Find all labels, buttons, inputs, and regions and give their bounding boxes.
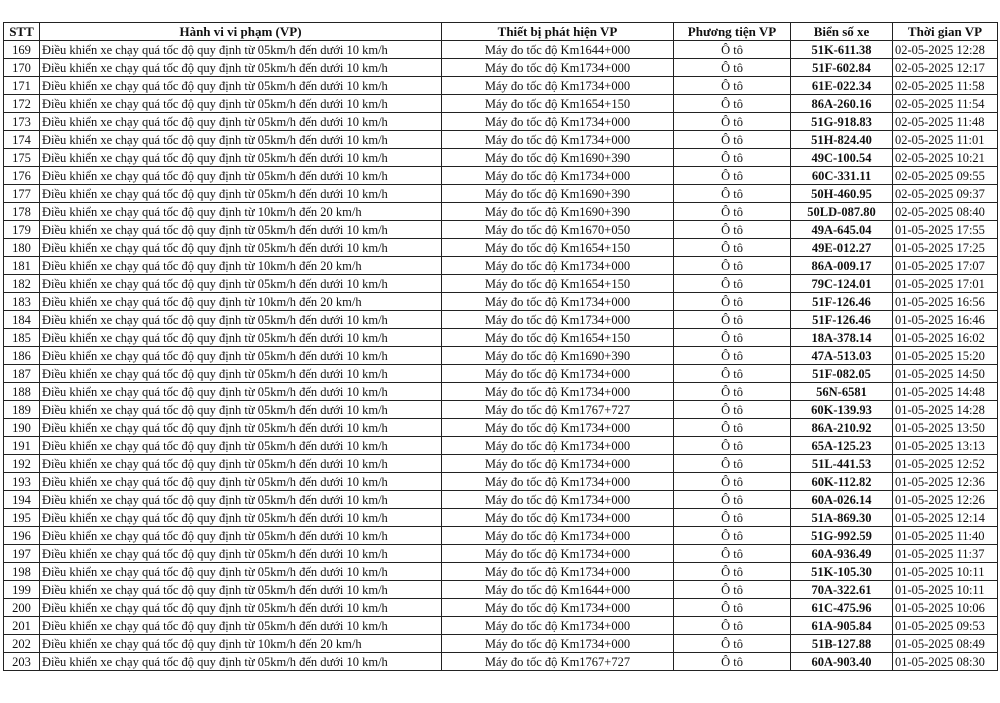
cell-vehicle: Ô tô xyxy=(674,293,791,311)
table-row xyxy=(4,653,998,671)
cell-violation: Điều khiển xe chạy quá tốc độ quy định từ 10km/h đến 20 km/h xyxy=(40,293,442,311)
cell-device: Máy đo tốc độ Km1654+150 xyxy=(442,95,674,113)
cell-time: 02-05-2025 08:40 xyxy=(893,203,998,221)
cell-device: Máy đo tốc độ Km1734+000 xyxy=(442,527,674,545)
cell-time: 01-05-2025 16:56 xyxy=(893,293,998,311)
cell-vehicle: Ô tô xyxy=(674,509,791,527)
cell-violation: Điều khiển xe chạy quá tốc độ quy định từ 05km/h đến dưới 10 km/h xyxy=(40,455,442,473)
cell-plate: 51F-126.46 xyxy=(791,293,893,311)
cell-stt: 198 xyxy=(4,563,40,581)
cell-vehicle: Ô tô xyxy=(674,329,791,347)
table-body xyxy=(4,41,998,671)
table-row xyxy=(4,527,998,545)
cell-device: Máy đo tốc độ Km1734+000 xyxy=(442,617,674,635)
cell-time: 01-05-2025 17:07 xyxy=(893,257,998,275)
cell-stt: 197 xyxy=(4,545,40,563)
cell-vehicle: Ô tô xyxy=(674,563,791,581)
cell-vehicle: Ô tô xyxy=(674,167,791,185)
cell-time: 01-05-2025 16:46 xyxy=(893,311,998,329)
cell-plate: 51B-127.88 xyxy=(791,635,893,653)
cell-stt: 200 xyxy=(4,599,40,617)
table-row xyxy=(4,365,998,383)
cell-vehicle: Ô tô xyxy=(674,149,791,167)
cell-vehicle: Ô tô xyxy=(674,455,791,473)
cell-vehicle: Ô tô xyxy=(674,131,791,149)
cell-time: 02-05-2025 12:28 xyxy=(893,41,998,59)
cell-vehicle: Ô tô xyxy=(674,599,791,617)
cell-stt: 173 xyxy=(4,113,40,131)
cell-plate: 56N-6581 xyxy=(791,383,893,401)
cell-device: Máy đo tốc độ Km1734+000 xyxy=(442,635,674,653)
cell-time: 01-05-2025 09:53 xyxy=(893,617,998,635)
cell-violation: Điều khiển xe chạy quá tốc độ quy định từ 05km/h đến dưới 10 km/h xyxy=(40,113,442,131)
table-row xyxy=(4,419,998,437)
cell-vehicle: Ô tô xyxy=(674,527,791,545)
cell-vehicle: Ô tô xyxy=(674,419,791,437)
cell-device: Máy đo tốc độ Km1644+000 xyxy=(442,41,674,59)
cell-plate: 61C-475.96 xyxy=(791,599,893,617)
cell-time: 01-05-2025 14:50 xyxy=(893,365,998,383)
cell-vehicle: Ô tô xyxy=(674,401,791,419)
cell-violation: Điều khiển xe chạy quá tốc độ quy định từ 10km/h đến 20 km/h xyxy=(40,257,442,275)
table-row xyxy=(4,581,998,599)
cell-vehicle: Ô tô xyxy=(674,257,791,275)
cell-device: Máy đo tốc độ Km1690+390 xyxy=(442,185,674,203)
cell-device: Máy đo tốc độ Km1734+000 xyxy=(442,437,674,455)
table-row xyxy=(4,563,998,581)
cell-device: Máy đo tốc độ Km1734+000 xyxy=(442,599,674,617)
cell-plate: 60A-936.49 xyxy=(791,545,893,563)
cell-vehicle: Ô tô xyxy=(674,221,791,239)
cell-device: Máy đo tốc độ Km1734+000 xyxy=(442,383,674,401)
table-row xyxy=(4,347,998,365)
cell-violation: Điều khiển xe chạy quá tốc độ quy định từ 05km/h đến dưới 10 km/h xyxy=(40,383,442,401)
cell-vehicle: Ô tô xyxy=(674,635,791,653)
cell-violation: Điều khiển xe chạy quá tốc độ quy định từ 05km/h đến dưới 10 km/h xyxy=(40,365,442,383)
cell-time: 01-05-2025 17:01 xyxy=(893,275,998,293)
cell-violation: Điều khiển xe chạy quá tốc độ quy định từ 10km/h đến 20 km/h xyxy=(40,635,442,653)
cell-vehicle: Ô tô xyxy=(674,473,791,491)
cell-vehicle: Ô tô xyxy=(674,581,791,599)
cell-device: Máy đo tốc độ Km1734+000 xyxy=(442,545,674,563)
cell-stt: 181 xyxy=(4,257,40,275)
cell-plate: 51K-611.38 xyxy=(791,41,893,59)
cell-violation: Điều khiển xe chạy quá tốc độ quy định từ 05km/h đến dưới 10 km/h xyxy=(40,581,442,599)
cell-plate: 51K-105.30 xyxy=(791,563,893,581)
cell-violation: Điều khiển xe chạy quá tốc độ quy định từ 05km/h đến dưới 10 km/h xyxy=(40,311,442,329)
cell-time: 01-05-2025 10:11 xyxy=(893,581,998,599)
cell-stt: 190 xyxy=(4,419,40,437)
cell-vehicle: Ô tô xyxy=(674,95,791,113)
cell-vehicle: Ô tô xyxy=(674,365,791,383)
cell-time: 02-05-2025 11:54 xyxy=(893,95,998,113)
cell-time: 01-05-2025 17:55 xyxy=(893,221,998,239)
cell-plate: 60A-903.40 xyxy=(791,653,893,671)
cell-plate: 79C-124.01 xyxy=(791,275,893,293)
cell-violation: Điều khiển xe chạy quá tốc độ quy định từ 05km/h đến dưới 10 km/h xyxy=(40,419,442,437)
cell-stt: 171 xyxy=(4,77,40,95)
table-row xyxy=(4,77,998,95)
header-plate: Biển số xe xyxy=(791,23,893,41)
cell-violation: Điều khiển xe chạy quá tốc độ quy định từ 05km/h đến dưới 10 km/h xyxy=(40,401,442,419)
cell-plate: 47A-513.03 xyxy=(791,347,893,365)
cell-stt: 176 xyxy=(4,167,40,185)
cell-violation: Điều khiển xe chạy quá tốc độ quy định từ 05km/h đến dưới 10 km/h xyxy=(40,653,442,671)
table-row xyxy=(4,185,998,203)
cell-stt: 182 xyxy=(4,275,40,293)
cell-violation: Điều khiển xe chạy quá tốc độ quy định từ 05km/h đến dưới 10 km/h xyxy=(40,563,442,581)
table-row xyxy=(4,455,998,473)
cell-violation: Điều khiển xe chạy quá tốc độ quy định từ 05km/h đến dưới 10 km/h xyxy=(40,131,442,149)
table-row xyxy=(4,383,998,401)
cell-violation: Điều khiển xe chạy quá tốc độ quy định từ 05km/h đến dưới 10 km/h xyxy=(40,437,442,455)
header-stt: STT xyxy=(4,23,40,41)
cell-plate: 60K-139.93 xyxy=(791,401,893,419)
table-row xyxy=(4,509,998,527)
cell-vehicle: Ô tô xyxy=(674,113,791,131)
cell-plate: 65A-125.23 xyxy=(791,437,893,455)
cell-stt: 183 xyxy=(4,293,40,311)
cell-stt: 174 xyxy=(4,131,40,149)
cell-time: 01-05-2025 13:13 xyxy=(893,437,998,455)
cell-violation: Điều khiển xe chạy quá tốc độ quy định từ 05km/h đến dưới 10 km/h xyxy=(40,185,442,203)
cell-plate: 51G-918.83 xyxy=(791,113,893,131)
table-row xyxy=(4,473,998,491)
cell-device: Máy đo tốc độ Km1690+390 xyxy=(442,347,674,365)
cell-plate: 51F-126.46 xyxy=(791,311,893,329)
cell-time: 01-05-2025 17:25 xyxy=(893,239,998,257)
cell-device: Máy đo tốc độ Km1734+000 xyxy=(442,167,674,185)
cell-device: Máy đo tốc độ Km1734+000 xyxy=(442,59,674,77)
cell-violation: Điều khiển xe chạy quá tốc độ quy định từ 05km/h đến dưới 10 km/h xyxy=(40,347,442,365)
cell-stt: 186 xyxy=(4,347,40,365)
cell-stt: 203 xyxy=(4,653,40,671)
cell-stt: 187 xyxy=(4,365,40,383)
violations-table xyxy=(3,22,998,671)
cell-device: Máy đo tốc độ Km1734+000 xyxy=(442,257,674,275)
cell-violation: Điều khiển xe chạy quá tốc độ quy định từ 10km/h đến 20 km/h xyxy=(40,203,442,221)
cell-vehicle: Ô tô xyxy=(674,77,791,95)
cell-stt: 179 xyxy=(4,221,40,239)
cell-violation: Điều khiển xe chạy quá tốc độ quy định từ 05km/h đến dưới 10 km/h xyxy=(40,275,442,293)
cell-device: Máy đo tốc độ Km1734+000 xyxy=(442,473,674,491)
cell-vehicle: Ô tô xyxy=(674,653,791,671)
cell-violation: Điều khiển xe chạy quá tốc độ quy định từ 05km/h đến dưới 10 km/h xyxy=(40,221,442,239)
table-row xyxy=(4,95,998,113)
table-row xyxy=(4,203,998,221)
cell-time: 01-05-2025 14:28 xyxy=(893,401,998,419)
cell-plate: 61A-905.84 xyxy=(791,617,893,635)
cell-time: 01-05-2025 14:48 xyxy=(893,383,998,401)
cell-vehicle: Ô tô xyxy=(674,59,791,77)
cell-violation: Điều khiển xe chạy quá tốc độ quy định từ 05km/h đến dưới 10 km/h xyxy=(40,545,442,563)
cell-time: 01-05-2025 10:11 xyxy=(893,563,998,581)
cell-plate: 70A-322.61 xyxy=(791,581,893,599)
cell-plate: 60A-026.14 xyxy=(791,491,893,509)
cell-stt: 178 xyxy=(4,203,40,221)
cell-stt: 180 xyxy=(4,239,40,257)
cell-stt: 170 xyxy=(4,59,40,77)
cell-vehicle: Ô tô xyxy=(674,437,791,455)
cell-vehicle: Ô tô xyxy=(674,545,791,563)
cell-stt: 177 xyxy=(4,185,40,203)
cell-time: 01-05-2025 10:06 xyxy=(893,599,998,617)
table-row xyxy=(4,491,998,509)
cell-time: 01-05-2025 11:40 xyxy=(893,527,998,545)
cell-stt: 202 xyxy=(4,635,40,653)
cell-time: 01-05-2025 12:14 xyxy=(893,509,998,527)
cell-device: Máy đo tốc độ Km1654+150 xyxy=(442,239,674,257)
cell-device: Máy đo tốc độ Km1654+150 xyxy=(442,329,674,347)
cell-stt: 185 xyxy=(4,329,40,347)
cell-stt: 172 xyxy=(4,95,40,113)
cell-time: 01-05-2025 12:36 xyxy=(893,473,998,491)
cell-plate: 51A-869.30 xyxy=(791,509,893,527)
cell-time: 01-05-2025 08:30 xyxy=(893,653,998,671)
cell-plate: 18A-378.14 xyxy=(791,329,893,347)
cell-stt: 196 xyxy=(4,527,40,545)
cell-plate: 51H-824.40 xyxy=(791,131,893,149)
cell-plate: 60K-112.82 xyxy=(791,473,893,491)
cell-stt: 191 xyxy=(4,437,40,455)
cell-time: 01-05-2025 08:49 xyxy=(893,635,998,653)
cell-stt: 193 xyxy=(4,473,40,491)
cell-device: Máy đo tốc độ Km1690+390 xyxy=(442,149,674,167)
cell-time: 02-05-2025 11:01 xyxy=(893,131,998,149)
cell-vehicle: Ô tô xyxy=(674,491,791,509)
table-row xyxy=(4,293,998,311)
cell-violation: Điều khiển xe chạy quá tốc độ quy định từ 05km/h đến dưới 10 km/h xyxy=(40,599,442,617)
cell-plate: 49E-012.27 xyxy=(791,239,893,257)
cell-time: 02-05-2025 11:48 xyxy=(893,113,998,131)
table-row xyxy=(4,401,998,419)
cell-device: Máy đo tốc độ Km1767+727 xyxy=(442,401,674,419)
header-device: Thiết bị phát hiện VP xyxy=(442,23,674,41)
cell-device: Máy đo tốc độ Km1734+000 xyxy=(442,491,674,509)
cell-time: 01-05-2025 12:26 xyxy=(893,491,998,509)
cell-time: 01-05-2025 13:50 xyxy=(893,419,998,437)
cell-stt: 195 xyxy=(4,509,40,527)
table-row xyxy=(4,257,998,275)
cell-vehicle: Ô tô xyxy=(674,347,791,365)
cell-plate: 49A-645.04 xyxy=(791,221,893,239)
cell-device: Máy đo tốc độ Km1734+000 xyxy=(442,509,674,527)
cell-device: Máy đo tốc độ Km1654+150 xyxy=(442,275,674,293)
cell-violation: Điều khiển xe chạy quá tốc độ quy định từ 05km/h đến dưới 10 km/h xyxy=(40,329,442,347)
cell-violation: Điều khiển xe chạy quá tốc độ quy định từ 05km/h đến dưới 10 km/h xyxy=(40,167,442,185)
cell-violation: Điều khiển xe chạy quá tốc độ quy định từ 05km/h đến dưới 10 km/h xyxy=(40,491,442,509)
table-row xyxy=(4,545,998,563)
table-row xyxy=(4,275,998,293)
header-time: Thời gian VP xyxy=(893,23,998,41)
cell-stt: 201 xyxy=(4,617,40,635)
table-row xyxy=(4,149,998,167)
cell-device: Máy đo tốc độ Km1734+000 xyxy=(442,311,674,329)
table-header xyxy=(4,23,998,41)
table-row xyxy=(4,167,998,185)
table-row xyxy=(4,311,998,329)
cell-plate: 86A-009.17 xyxy=(791,257,893,275)
table-row xyxy=(4,617,998,635)
cell-plate: 51F-602.84 xyxy=(791,59,893,77)
cell-plate: 51L-441.53 xyxy=(791,455,893,473)
table-row xyxy=(4,59,998,77)
cell-time: 02-05-2025 09:37 xyxy=(893,185,998,203)
cell-violation: Điều khiển xe chạy quá tốc độ quy định từ 05km/h đến dưới 10 km/h xyxy=(40,473,442,491)
cell-time: 02-05-2025 12:17 xyxy=(893,59,998,77)
cell-device: Máy đo tốc độ Km1767+727 xyxy=(442,653,674,671)
table-row xyxy=(4,329,998,347)
cell-violation: Điều khiển xe chạy quá tốc độ quy định từ 05km/h đến dưới 10 km/h xyxy=(40,59,442,77)
cell-violation: Điều khiển xe chạy quá tốc độ quy định từ 05km/h đến dưới 10 km/h xyxy=(40,95,442,113)
cell-plate: 86A-210.92 xyxy=(791,419,893,437)
cell-violation: Điều khiển xe chạy quá tốc độ quy định từ 05km/h đến dưới 10 km/h xyxy=(40,617,442,635)
table-row xyxy=(4,599,998,617)
cell-vehicle: Ô tô xyxy=(674,41,791,59)
cell-plate: 51G-992.59 xyxy=(791,527,893,545)
cell-plate: 49C-100.54 xyxy=(791,149,893,167)
cell-device: Máy đo tốc độ Km1734+000 xyxy=(442,419,674,437)
table-row xyxy=(4,239,998,257)
cell-stt: 184 xyxy=(4,311,40,329)
header-vehicle: Phương tiện VP xyxy=(674,23,791,41)
cell-time: 02-05-2025 11:58 xyxy=(893,77,998,95)
cell-device: Máy đo tốc độ Km1670+050 xyxy=(442,221,674,239)
table-row xyxy=(4,113,998,131)
cell-vehicle: Ô tô xyxy=(674,275,791,293)
cell-plate: 50H-460.95 xyxy=(791,185,893,203)
cell-time: 02-05-2025 10:21 xyxy=(893,149,998,167)
table-row xyxy=(4,131,998,149)
cell-vehicle: Ô tô xyxy=(674,383,791,401)
cell-device: Máy đo tốc độ Km1734+000 xyxy=(442,365,674,383)
cell-device: Máy đo tốc độ Km1734+000 xyxy=(442,563,674,581)
cell-vehicle: Ô tô xyxy=(674,617,791,635)
cell-device: Máy đo tốc độ Km1734+000 xyxy=(442,293,674,311)
cell-time: 01-05-2025 15:20 xyxy=(893,347,998,365)
cell-plate: 86A-260.16 xyxy=(791,95,893,113)
cell-violation: Điều khiển xe chạy quá tốc độ quy định từ 05km/h đến dưới 10 km/h xyxy=(40,77,442,95)
cell-time: 02-05-2025 09:55 xyxy=(893,167,998,185)
cell-device: Máy đo tốc độ Km1734+000 xyxy=(442,113,674,131)
cell-stt: 192 xyxy=(4,455,40,473)
cell-vehicle: Ô tô xyxy=(674,311,791,329)
cell-device: Máy đo tốc độ Km1734+000 xyxy=(442,77,674,95)
cell-stt: 169 xyxy=(4,41,40,59)
table-row xyxy=(4,221,998,239)
cell-device: Máy đo tốc độ Km1644+000 xyxy=(442,581,674,599)
cell-stt: 194 xyxy=(4,491,40,509)
cell-violation: Điều khiển xe chạy quá tốc độ quy định từ 05km/h đến dưới 10 km/h xyxy=(40,509,442,527)
cell-device: Máy đo tốc độ Km1734+000 xyxy=(442,455,674,473)
cell-plate: 50LD-087.80 xyxy=(791,203,893,221)
table-row xyxy=(4,41,998,59)
cell-stt: 189 xyxy=(4,401,40,419)
cell-time: 01-05-2025 11:37 xyxy=(893,545,998,563)
cell-plate: 61E-022.34 xyxy=(791,77,893,95)
cell-violation: Điều khiển xe chạy quá tốc độ quy định từ 05km/h đến dưới 10 km/h xyxy=(40,41,442,59)
header-row xyxy=(4,23,998,41)
cell-vehicle: Ô tô xyxy=(674,185,791,203)
cell-device: Máy đo tốc độ Km1734+000 xyxy=(442,131,674,149)
cell-device: Máy đo tốc độ Km1690+390 xyxy=(442,203,674,221)
cell-vehicle: Ô tô xyxy=(674,239,791,257)
cell-plate: 51F-082.05 xyxy=(791,365,893,383)
cell-violation: Điều khiển xe chạy quá tốc độ quy định từ 05km/h đến dưới 10 km/h xyxy=(40,149,442,167)
cell-violation: Điều khiển xe chạy quá tốc độ quy định từ 05km/h đến dưới 10 km/h xyxy=(40,527,442,545)
cell-stt: 199 xyxy=(4,581,40,599)
cell-stt: 175 xyxy=(4,149,40,167)
table-row xyxy=(4,635,998,653)
table-row xyxy=(4,437,998,455)
cell-time: 01-05-2025 16:02 xyxy=(893,329,998,347)
cell-plate: 60C-331.11 xyxy=(791,167,893,185)
cell-vehicle: Ô tô xyxy=(674,203,791,221)
cell-stt: 188 xyxy=(4,383,40,401)
cell-time: 01-05-2025 12:52 xyxy=(893,455,998,473)
header-violation: Hành vi vi phạm (VP) xyxy=(40,23,442,41)
cell-violation: Điều khiển xe chạy quá tốc độ quy định từ 05km/h đến dưới 10 km/h xyxy=(40,239,442,257)
